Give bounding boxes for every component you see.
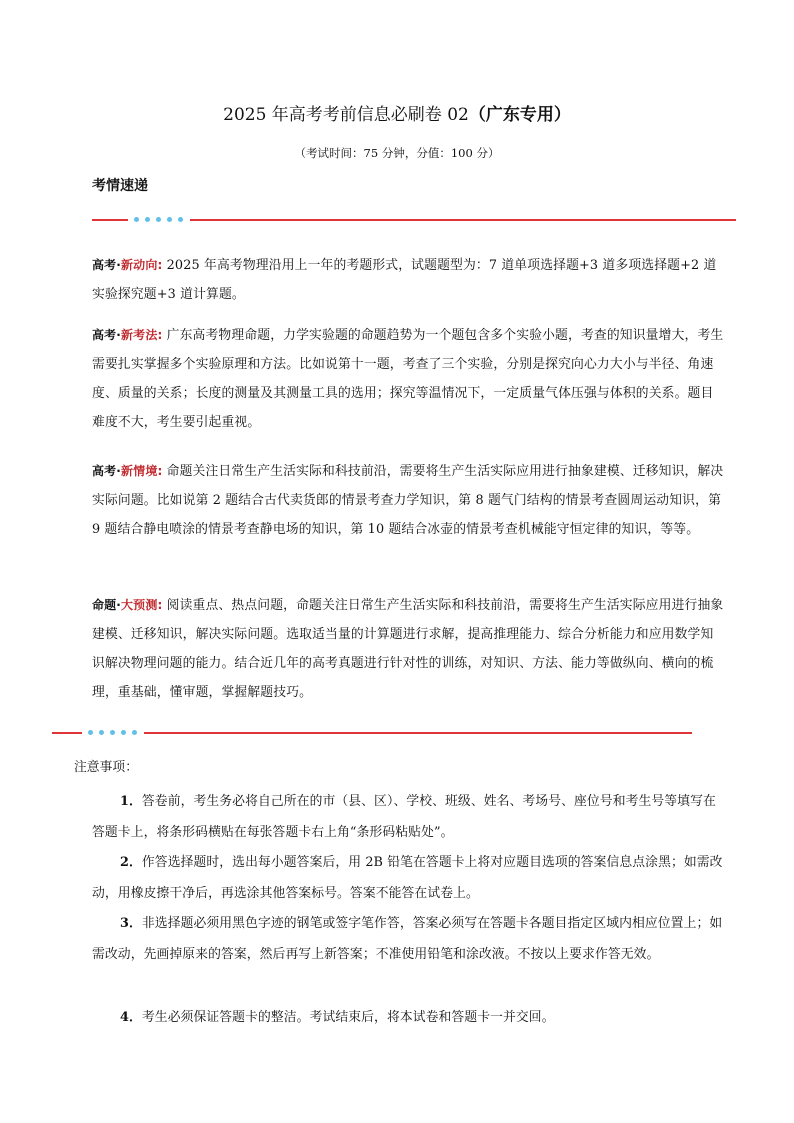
divider-dot [88,730,93,735]
section-heading: 考情速递 [92,178,148,194]
paragraph-text: 阅读重点、热点问题，命题关注日常生产生活实际和科技前沿，需要将生产生活实际应用进行抽象建模、迁移知识，解决实际问题。选取适当量的计算题进行求解，提高推理能力、综合分析能力和应用数学知识解决物理问题的能力。结合近几年的高考真题进行针对性的训练，对知识、方法、能力等做纵向、横向的梳理，重基础，懂审题，掌握解题技巧。 [92,598,724,700]
divider-dot [167,217,172,222]
notice-item [92,1002,724,1033]
paragraph-text: 广东高考物理命题，力学实验题的命题趋势为一个题包含多个实验小题，考查的知识量增大，考生需要扎实掌握多个实验原理和方法。比如说第十一题，考查了三个实验，分别是探究向心力大小与半径、角速度、质量的关系；长度的测量及其测量工具的选用；探究等温情况下，一定质量气体压强与体积的关系。题目难度不大，考生要引起重视。 [92,328,724,430]
title-main: 2025 年高考考前信息必刷卷 02 [223,105,469,125]
paragraph-text: 2025 年高考物理沿用上一年的考题形式，试题题型为：7 道单项选择题+3 道多项选择题+2 道实验探究题+3 道计算题。 [92,258,717,302]
divider-dot [99,730,104,735]
paragraph-tag-highlight: 新动向: [121,258,163,272]
notice-item-number: 2． [120,855,142,870]
paragraph-tag: 高考· [92,328,122,342]
top-divider [92,213,736,227]
paragraph-tag-highlight: 新考法: [121,328,163,342]
exam-info: （考试时间：75 分钟，分值：100 分） [294,146,500,160]
divider-dot [134,217,139,222]
paragraph-text: 命题关注日常生产生活实际和科技前沿，需要将生产生活实际应用进行抽象建模、迁移知识，解决实际问题。比如说第 2 题结合古代卖货郎的情景考查力学知识，第 8 题气门结构的情景考查圆周运动知识，第 9 题结合静电喷涂的情景考查静电场的知识，第 10 题结合冰壶的情景考查机械能守恒定律的知识，等等。 [92,464,724,537]
notice-item-text: 非选择题必须用黑色字迹的钢笔或签字笔作答，答案必须写在答题卡各题目指定区域内相应位置上；如需改动，先画掉原来的答案，然后再写上新答案；不准使用铅笔和涂改液。不按以上要求作答无效。 [92,916,723,962]
divider-dot [178,217,183,222]
notice-item-text: 作答选择题时，选出每小题答案后，用 2B 铅笔在答题卡上将对应题目选项的答案信息点涂黑；如需改动，用橡皮擦干净后，再选涂其他答案标号。答案不能答在试卷上。 [92,855,723,901]
notice-item-number: 1． [120,794,142,809]
page-title [0,103,794,127]
title-region: （广东专用） [468,105,571,125]
paragraph-tag-highlight: 新情境: [121,464,163,478]
notice-item-number: 3． [120,916,142,931]
divider-dot [121,730,126,735]
divider-dot [145,217,150,222]
notice-item [92,786,724,848]
notice-item-text: 答卷前，考生务必将自己所在的市（县、区）、学校、班级、姓名、考场号、座位号和考生号等填写在答题卡上，将条形码横贴在每张答题卡右上角“条形码粘贴处”。 [92,794,716,840]
paragraph-tag: 命题· [92,598,122,612]
notice-item-text: 考生必须保证答题卡的整洁。考试结束后，将本试卷和答题卡一并交回。 [141,1010,555,1025]
paragraph-new-context [92,457,724,544]
notice-item [92,847,724,909]
divider-dot [156,217,161,222]
notice-item [92,908,724,970]
paragraph-tag-highlight: 大预测: [121,598,163,612]
paragraph-tag: 高考· [92,258,122,272]
paragraph-new-method [92,321,724,437]
bottom-divider [52,726,692,740]
notice-heading: 注意事项： [74,760,138,775]
notice-item-number: 4． [120,1010,142,1025]
paragraph-new-trend [92,251,724,309]
paragraph-prediction [92,591,724,707]
divider-dot [132,730,137,735]
divider-dot [110,730,115,735]
paragraph-tag: 高考· [92,464,122,478]
